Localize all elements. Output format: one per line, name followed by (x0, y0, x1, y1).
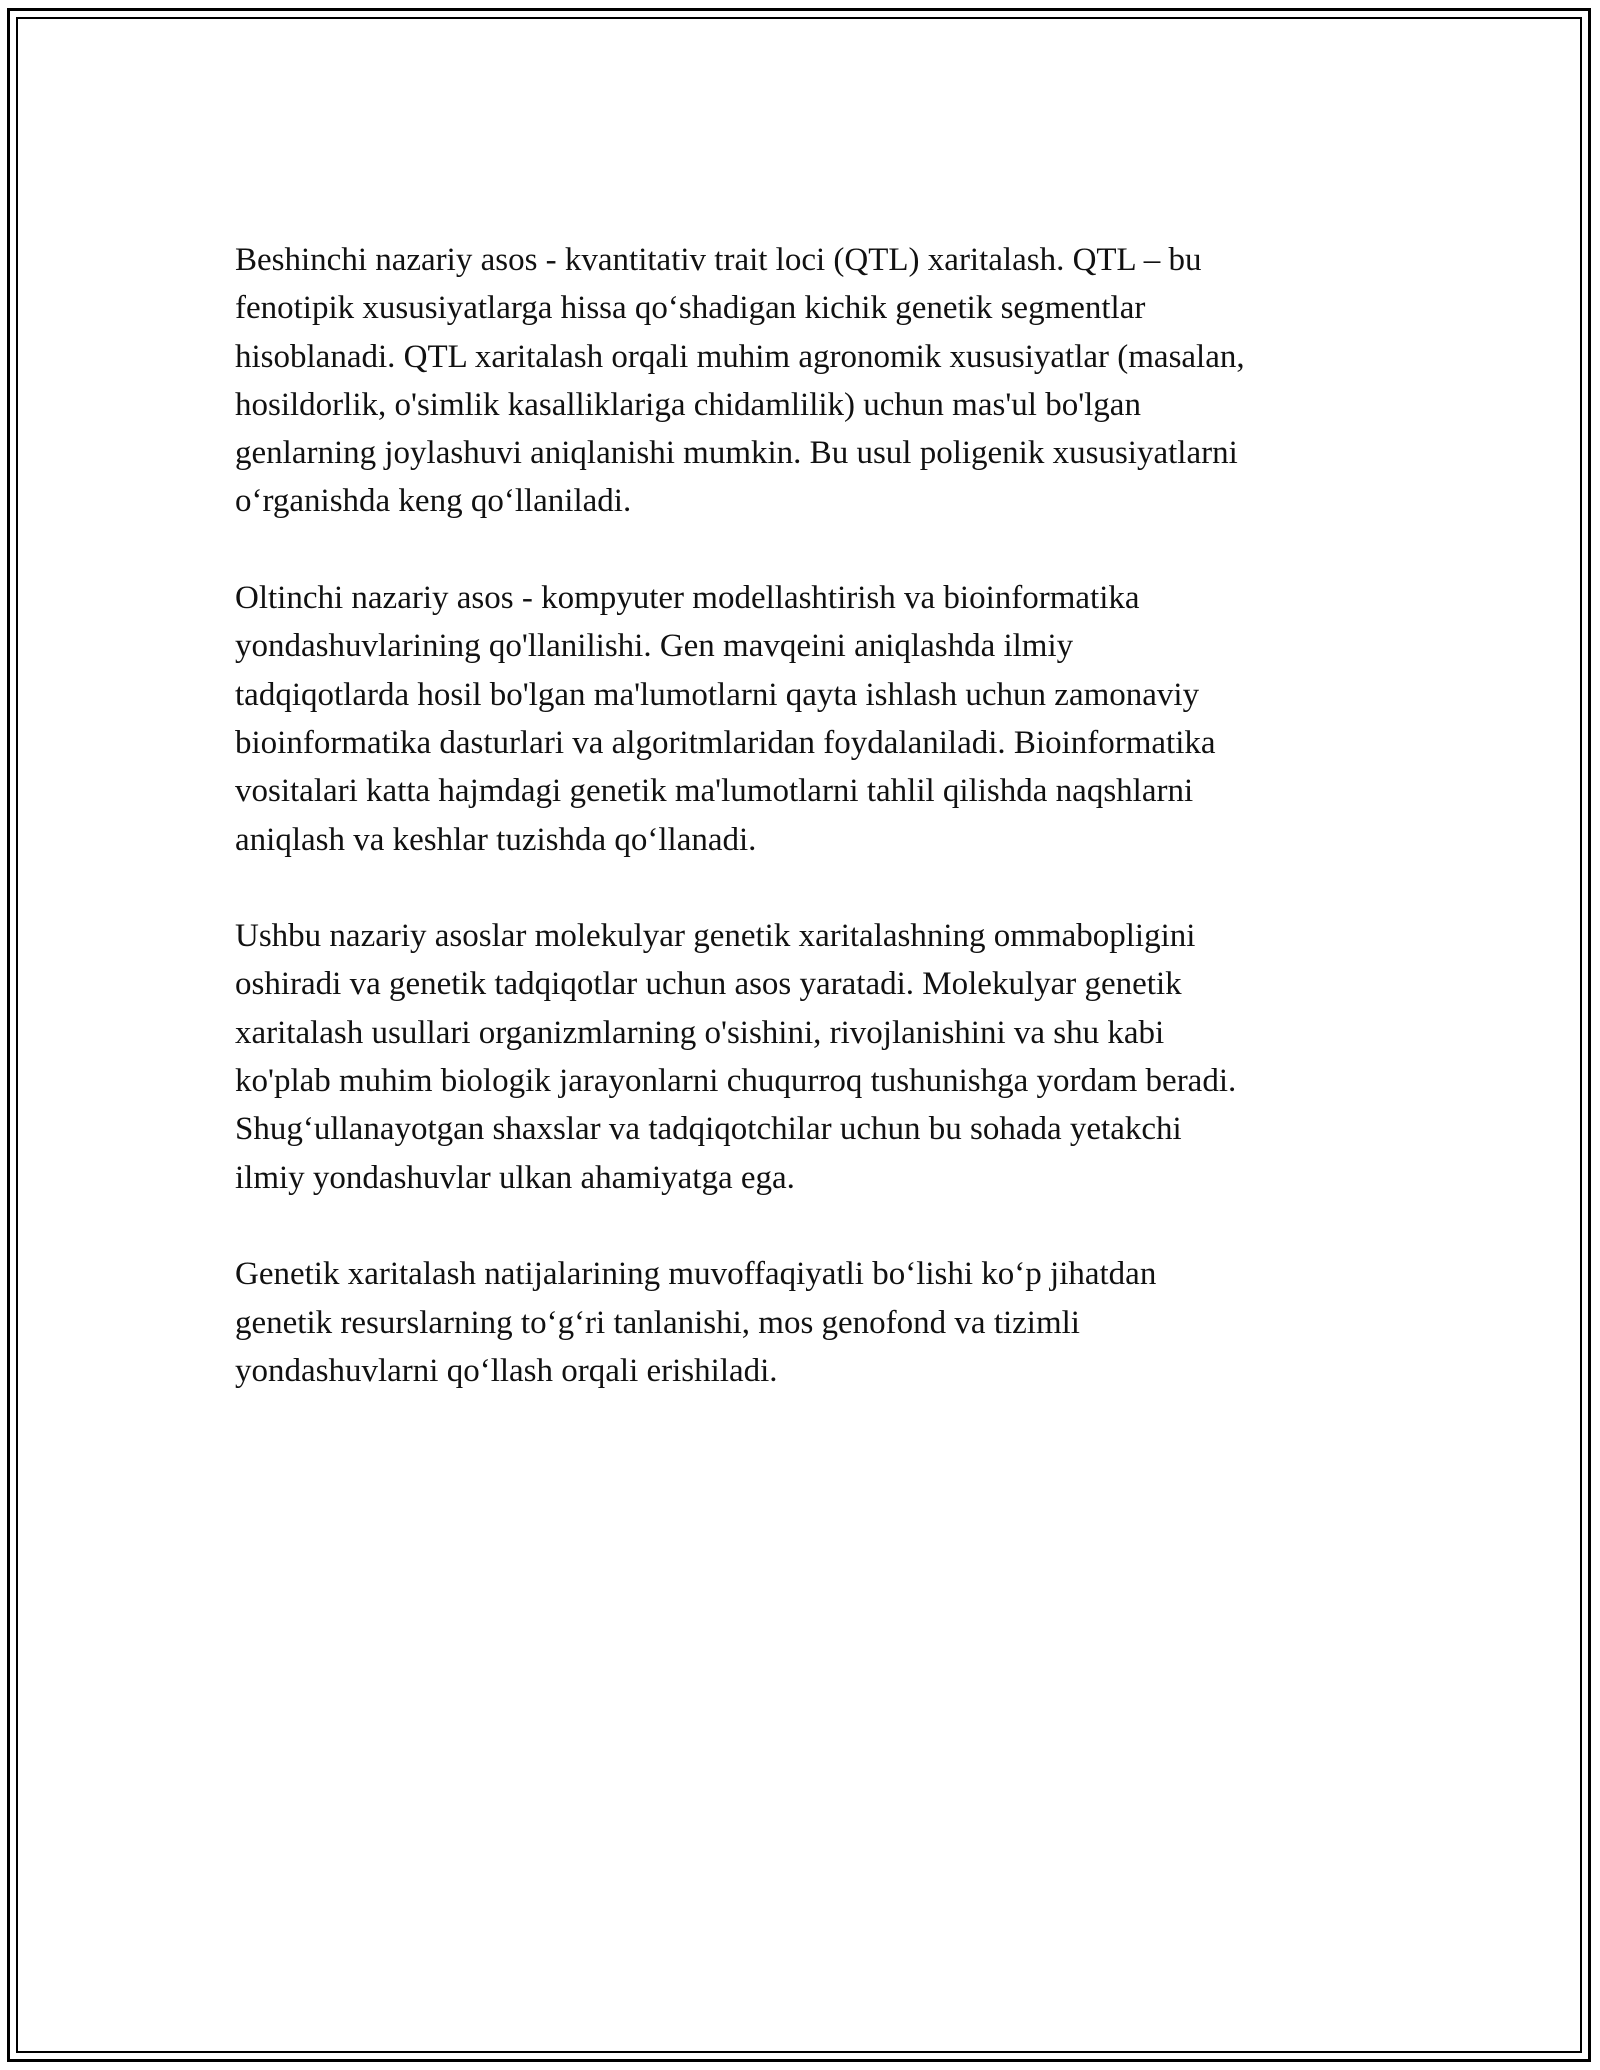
text-line: hisoblanadi. QTL xaritalash orqali muhim agronomik xususiyatlar (masalan, (235, 338, 1245, 375)
text-line: genlarning joylashuvi aniqlanishi mumkin. Bu usul poligenik xususiyatlarni (235, 435, 1238, 472)
text-line: aniqlash va keshlar tuzishda qo‘llanadi. (235, 821, 757, 858)
text-line: Shug‘ullanayotgan shaxslar va tadqiqotchilar uchun bu sohada yetakchi (235, 1111, 1182, 1148)
text-line: ko'plab muhim biologik jarayonlarni chuqurroq tushunishga yordam beradi. (235, 1063, 1237, 1100)
text-line: genetik resurslarning to‘g‘ri tanlanishi, mos genofond va tizimli (235, 1304, 1080, 1341)
paragraph-theoretical-foundations (235, 912, 1365, 1202)
text-line: o‘rganishda keng qo‘llaniladi. (235, 483, 632, 520)
text-line: fenotipik xususiyatlarga hissa qo‘shadigan kichik genetik segmentlar (235, 290, 1146, 327)
text-line: Ushbu nazariy asoslar molekulyar genetik xaritalashning ommabopligini (235, 918, 1196, 955)
text-line: ilmiy yondashuvlar ulkan ahamiyatga ega. (235, 1159, 795, 1196)
text-line: Genetik xaritalash natijalarining muvoffaqiyatli bo‘lishi ko‘p jihatdan (235, 1256, 1157, 1293)
paragraph-conclusion (235, 1250, 1365, 1395)
text-line: yondashuvlarni qo‘llash orqali erishiladi. (235, 1352, 778, 1389)
text-line: hosildorlik, o'simlik kasalliklariga chidamlilik) uchun mas'ul bo'lgan (235, 386, 1141, 423)
text-line: bioinformatika dasturlari va algoritmlaridan foydalaniladi. Bioinformatika (235, 724, 1216, 761)
text-line: yondashuvlarining qo'llanilishi. Gen mavqeini aniqlashda ilmiy (235, 628, 1074, 665)
text-line: vositalari katta hajmdagi genetik ma'lumotlarni tahlil qilishda naqshlarni (235, 773, 1194, 810)
document-body (235, 236, 1365, 1443)
text-line: Oltinchi nazariy asos - kompyuter modellashtirish va bioinformatika (235, 580, 1140, 617)
text-line: oshiradi va genetik tadqiqotlar uchun asos yaratadi. Molekulyar genetik (235, 966, 1182, 1003)
text-line: Beshinchi nazariy asos - kvantitativ trait loci (QTL) xaritalash. QTL – bu (235, 242, 1202, 278)
text-line: xaritalash usullari organizmlarning o'sishini, rivojlanishini va shu kabi (235, 1014, 1165, 1051)
text-line: tadqiqotlarda hosil bo'lgan ma'lumotlarni qayta ishlash uchun zamonaviy (235, 676, 1200, 713)
paragraph-qtl-mapping (235, 236, 1365, 526)
paragraph-bioinformatics (235, 574, 1365, 864)
